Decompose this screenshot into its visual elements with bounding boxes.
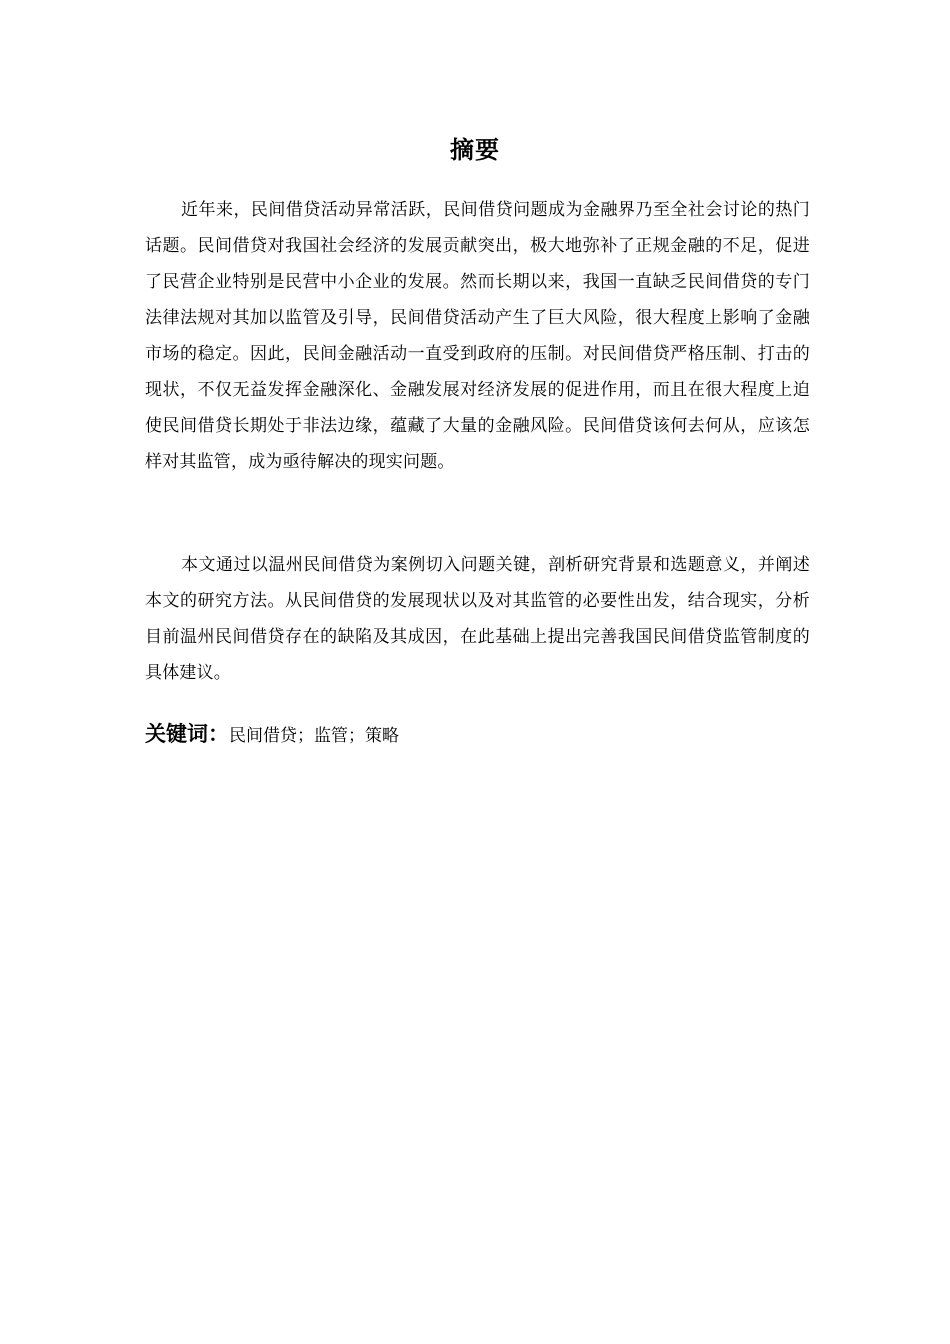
abstract-title: 摘要: [450, 136, 500, 164]
keywords-label: 关键词：: [145, 722, 229, 746]
keywords-line: [145, 716, 810, 754]
abstract-paragraph-2: 本文通过以温州民间借贷为案例切入问题关键，剖析研究背景和选题意义，并阐述本文的研究方法。从民间借贷的发展现状以及对其监管的必要性出发，结合现实，分析目前温州民间借贷存在的缺陷及其成因，在此基础上提出完善我国民间借贷监管制度的具体建议。: [145, 555, 810, 683]
abstract-paragraph-1: 近年来，民间借贷活动异常活跃，民间借贷问题成为金融界乃至全社会讨论的热门话题。民间借贷对我国社会经济的发展贡献突出，极大地弥补了正规金融的不足，促进了民营企业特别是民营中小企业的发展。然而长期以来，我国一直缺乏民间借贷的专门法律法规对其加以监管及引导，民间借贷活动产生了巨大风险，很大程度上影响了金融市场的稳定。因此，民间金融活动一直受到政府的压制。对民间借贷严格压制、打击的现状，不仅无益发挥金融深化、金融发展对经济发展的促进作用，而且在很大程度上迫使民间借贷长期处于非法边缘，蕴藏了大量的金融风险。民间借贷该何去何从，应该怎样对其监管，成为亟待解决的现实问题。: [145, 200, 810, 472]
keywords-value: 民间借贷；监管；策略: [229, 726, 399, 746]
